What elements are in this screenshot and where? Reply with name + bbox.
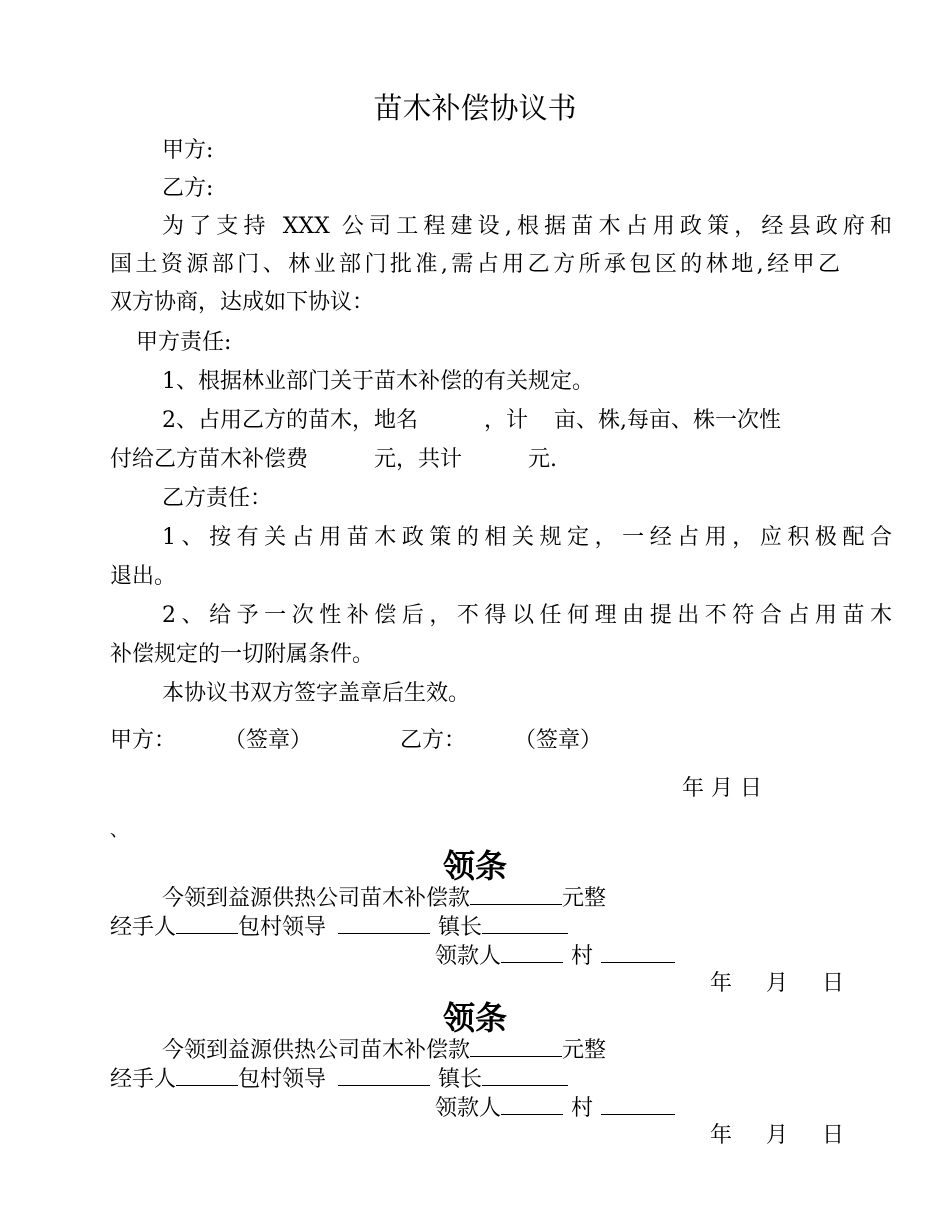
party-a-duty-heading: 甲方责任: bbox=[136, 330, 232, 355]
intro-line-2: 国土资源部门、林业部门批准,需占用乙方所承包区的林地,经甲乙 bbox=[110, 252, 840, 277]
receipt-slip-2-line-2 bbox=[110, 1065, 568, 1094]
slip-text: 元整 bbox=[562, 1038, 607, 1063]
item2-text-b: ，计 bbox=[484, 408, 529, 433]
slip-month: 月 bbox=[766, 971, 789, 996]
item2-text-c: 亩、株,每亩、株一次性 bbox=[554, 408, 782, 433]
receipt-slip-1-line-3 bbox=[435, 942, 675, 971]
sign-party-b-seal: （签章） bbox=[514, 728, 603, 753]
party-b-duty-item-1-line-2: 退出。 bbox=[110, 564, 177, 589]
slip-text: 今领到益源供热公司苗木补偿款 bbox=[162, 1038, 471, 1063]
slip-text: 经手人 bbox=[110, 915, 177, 940]
sign-party-a-label: 甲方： bbox=[110, 728, 177, 753]
village-leader-blank bbox=[338, 913, 430, 934]
slip-month: 月 bbox=[766, 1123, 789, 1148]
slip-text: 村 bbox=[571, 944, 594, 969]
slip-text: 包村领导 bbox=[238, 915, 327, 940]
party-a-line: 甲方: bbox=[162, 138, 214, 163]
slip-text: 领款人 bbox=[435, 1096, 502, 1121]
agreement-date: 年 月 日 bbox=[682, 776, 762, 801]
slip-text: 领款人 bbox=[435, 944, 502, 969]
village-leader-blank bbox=[338, 1065, 430, 1086]
slip-text: 包村领导 bbox=[238, 1067, 327, 1092]
slip-day: 日 bbox=[822, 971, 845, 996]
receipt-slip-1-line-2 bbox=[110, 913, 568, 942]
receipt-slip-1-line-1 bbox=[162, 884, 606, 913]
slip-text: 镇长 bbox=[438, 915, 483, 940]
stray-mark: 、 bbox=[110, 820, 128, 841]
party-b-duty-item-2-line-1: 2、给予一次性补偿后，不得以任何理由提出不符合占用苗木 bbox=[162, 603, 892, 628]
party-a-duty-item-1: 1、根据林业部门关于苗木补偿的有关规定。 bbox=[162, 369, 594, 394]
town-head-blank bbox=[482, 913, 568, 934]
party-a-duty-item-2-line-2 bbox=[110, 441, 840, 479]
item2-text-d: 付给乙方苗木补偿费 bbox=[110, 447, 309, 472]
document-title: 苗木补偿协议书 bbox=[373, 91, 577, 125]
party-b-line: 乙方: bbox=[162, 176, 214, 201]
slip-year: 年 bbox=[710, 1123, 733, 1148]
recipient-blank bbox=[501, 1094, 563, 1115]
signature-line bbox=[110, 722, 840, 760]
sign-party-b-label: 乙方： bbox=[400, 728, 467, 753]
sign-party-a-seal: （签章） bbox=[224, 728, 313, 753]
slip-text: 经手人 bbox=[110, 1067, 177, 1092]
effective-clause: 本协议书双方签字盖章后生效。 bbox=[162, 681, 471, 706]
item2-text-a: 2、占用乙方的苗木，地名 bbox=[162, 408, 418, 433]
receipt-slip-2-date bbox=[710, 1122, 844, 1150]
slip-text: 镇长 bbox=[438, 1067, 483, 1092]
party-b-duty-item-1-line-1: 1、按有关占用苗木政策的相关规定，一经占用，应积极配合 bbox=[162, 525, 892, 550]
intro-line-1: 为了支持 XXX 公司工程建设,根据苗木占用政策，经县政府和 bbox=[162, 214, 892, 239]
handler-blank bbox=[176, 913, 238, 934]
village-blank bbox=[601, 942, 675, 963]
town-head-blank bbox=[482, 1065, 568, 1086]
party-a-duty-item-2-line-1 bbox=[110, 402, 892, 440]
receipt-slip-2-line-1 bbox=[162, 1036, 606, 1065]
village-blank bbox=[601, 1094, 675, 1115]
slip-text: 村 bbox=[571, 1096, 594, 1121]
slip-text: 今领到益源供热公司苗木补偿款 bbox=[162, 886, 471, 911]
slip-text: 元整 bbox=[562, 886, 607, 911]
recipient-blank bbox=[501, 942, 563, 963]
item2-text-e: 元，共计 bbox=[374, 447, 463, 472]
amount-blank bbox=[470, 1036, 562, 1057]
slip-year: 年 bbox=[710, 971, 733, 996]
slip-day: 日 bbox=[822, 1123, 845, 1148]
intro-line-3: 双方协商，达成如下协议： bbox=[110, 290, 375, 315]
receipt-slip-1-date bbox=[710, 970, 844, 998]
receipt-slip-2-title: 领条 bbox=[442, 999, 507, 1037]
amount-blank bbox=[470, 884, 562, 905]
receipt-slip-1-title: 领条 bbox=[442, 847, 507, 885]
receipt-slip-2-line-3 bbox=[435, 1094, 675, 1123]
handler-blank bbox=[176, 1065, 238, 1086]
party-b-duty-heading: 乙方责任： bbox=[162, 486, 273, 511]
item2-text-f: 元. bbox=[528, 447, 558, 472]
party-b-duty-item-2-line-2: 补偿规定的一切附属条件。 bbox=[110, 642, 375, 667]
